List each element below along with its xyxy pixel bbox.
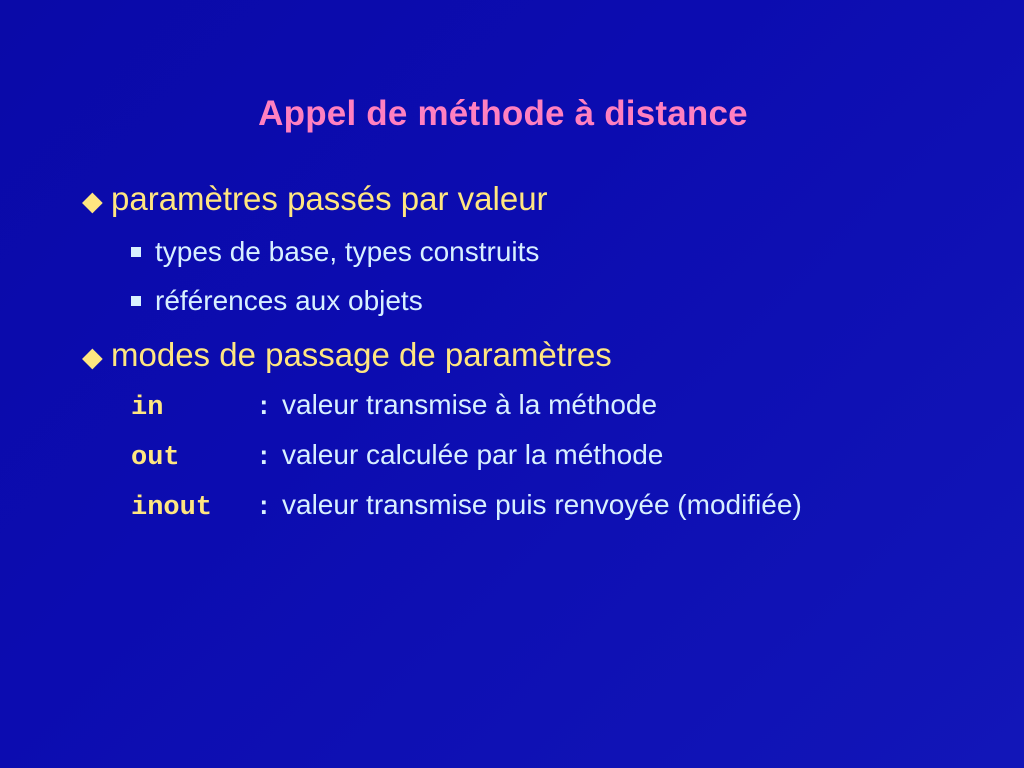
mode-separator: :	[256, 492, 272, 522]
mode-description: valeur transmise puis renvoyée (modifiée)	[282, 489, 802, 520]
subitem-base-types	[131, 236, 539, 268]
square-bullet-icon	[131, 247, 141, 257]
subitem-object-references	[131, 285, 423, 317]
mode-separator: :	[256, 392, 272, 422]
mode-row-inout	[131, 489, 802, 523]
square-bullet-icon	[131, 296, 141, 306]
mode-keyword: inout	[131, 493, 213, 523]
bullet-text: modes de passage de paramètres	[111, 336, 612, 373]
mode-description: valeur transmise à la méthode	[282, 389, 658, 420]
diamond-bullet-icon: ◆	[82, 342, 103, 372]
bullet-passing-modes	[82, 336, 612, 374]
mode-row-out	[131, 439, 663, 473]
mode-separator: :	[256, 442, 272, 472]
subitem-text: types de base, types construits	[155, 236, 540, 267]
slide-title: Appel de méthode à distance	[258, 94, 748, 133]
bullet-parameters-by-value	[82, 180, 548, 218]
mode-description: valeur calculée par la méthode	[282, 439, 664, 470]
mode-keyword: out	[131, 443, 180, 473]
mode-row-in	[131, 389, 657, 423]
bullet-text: paramètres passés par valeur	[111, 180, 548, 217]
subitem-text: références aux objets	[155, 285, 423, 316]
mode-keyword: in	[131, 393, 164, 423]
diamond-bullet-icon: ◆	[82, 186, 103, 216]
